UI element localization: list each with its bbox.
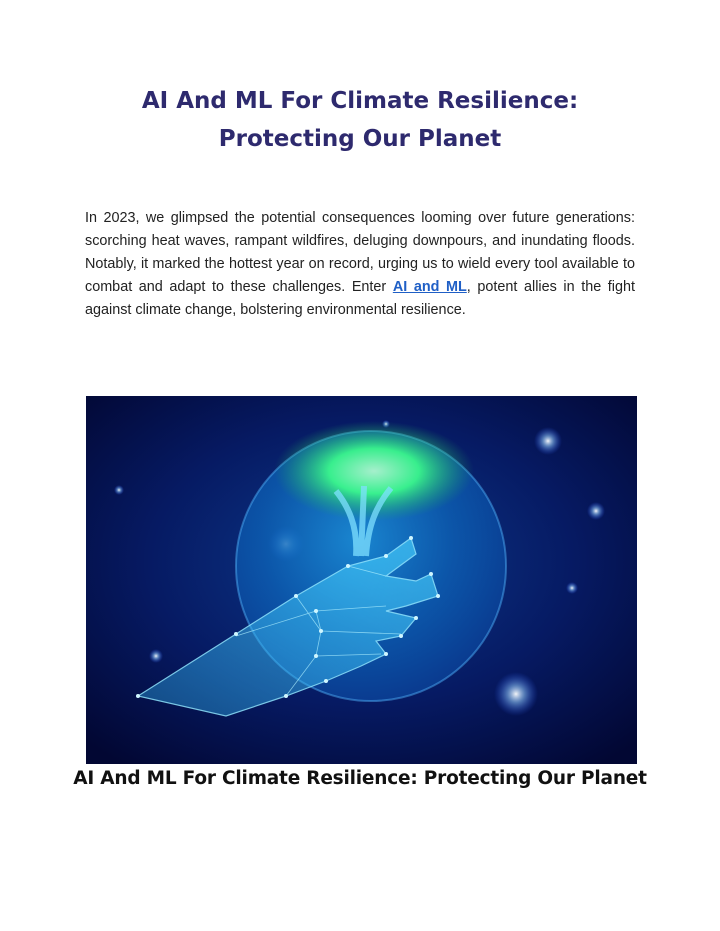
image-caption: AI And ML For Climate Resilience: Protecting Our Planet [73, 768, 647, 789]
intro-paragraph [85, 207, 635, 322]
intro-text-start: In 2023, we glimpsed the potential consequences looming over future generations: scorching heat waves, rampant wildfires, deluging downpours, and inundating floods. Notably, it marked the hottest year on record, urging us to wield every tool available to combat and adapt to these challenges. Enter [85, 210, 635, 295]
hero-image [86, 396, 637, 764]
climate-hand-tree-illustration [86, 396, 637, 764]
intro-text-end: , potent allies in the fight against climate change, bolstering environmental resilience. [85, 279, 636, 318]
page-title: AI And ML For Climate Resilience: Protecting Our Planet [141, 88, 579, 152]
ai-ml-link[interactable]: AI and ML [392, 279, 467, 295]
